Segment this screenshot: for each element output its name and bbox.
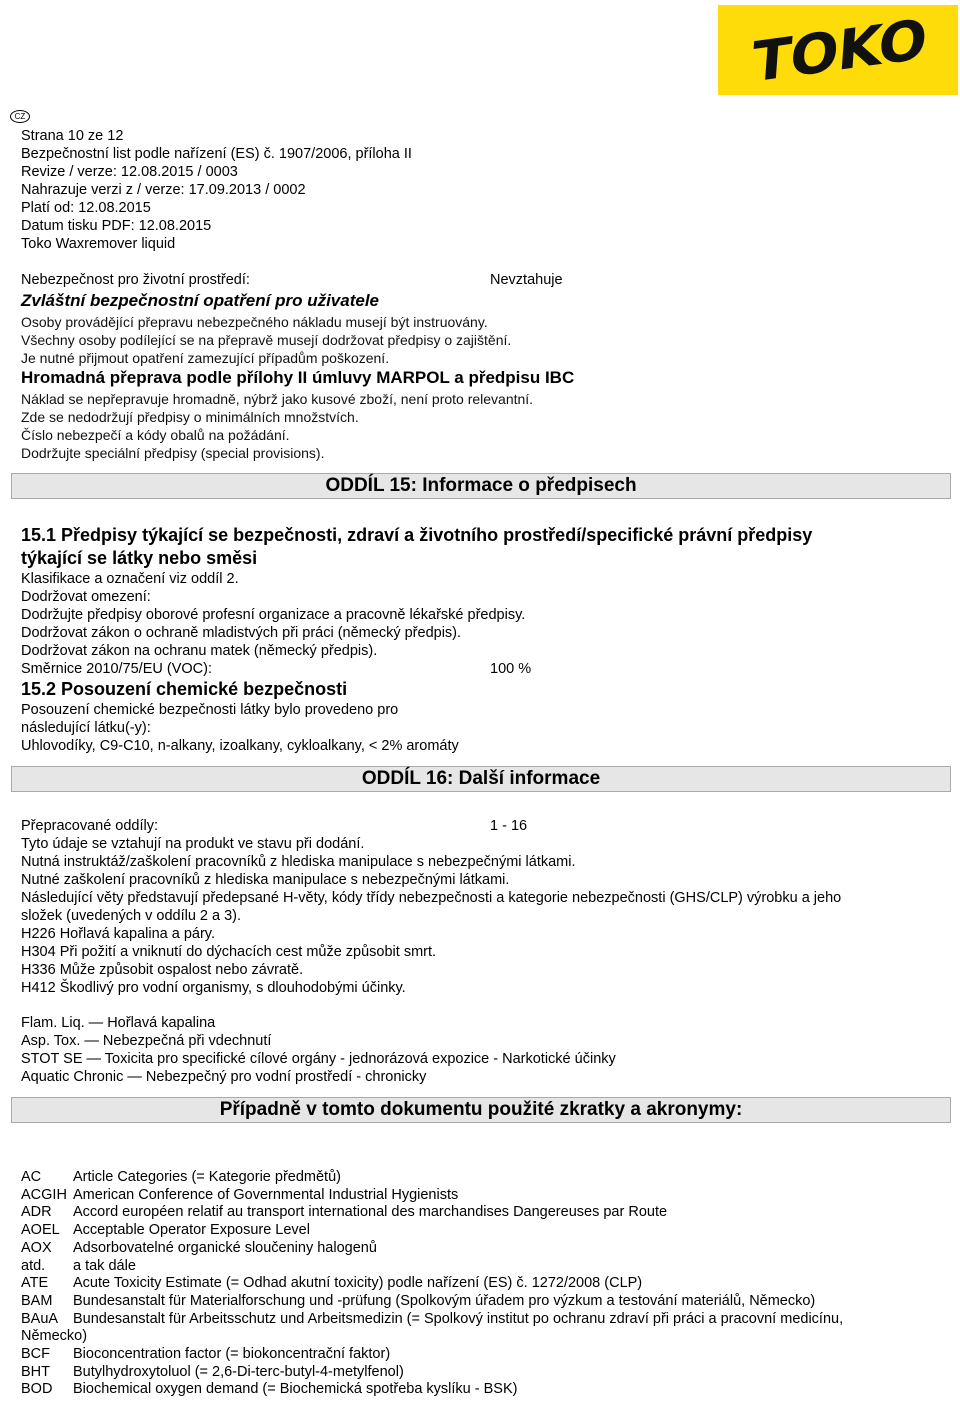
abbr-code: atd. [21, 1257, 46, 1274]
abbr-text: a tak dále [73, 1257, 136, 1274]
abbr-text: Butylhydroxytoluol (= 2,6-Di-terc-butyl-4-metylfenol) [73, 1363, 404, 1380]
h-statement: H412 Škodlivý pro vodní organismy, s dlouhodobými účinky. [21, 980, 406, 996]
s152-title: 15.2 Posouzení chemické bezpečnosti [21, 679, 348, 699]
hazard-class: Asp. Tox. — Nebezpečná při vdechnutí [21, 1033, 272, 1049]
abbreviation-row [21, 1346, 941, 1364]
valid-from: Platí od: 12.08.2015 [21, 200, 151, 216]
abbr-text: Adsorbovatelné organické sloučeniny halogenů [73, 1239, 377, 1256]
abbr-text: Article Categories (= Kategorie předmětů) [73, 1169, 341, 1185]
logo-text: TOKO [749, 7, 929, 96]
section-15-bar [11, 473, 951, 499]
hazard-class: Flam. Liq. — Hořlavá kapalina [21, 1015, 216, 1031]
abbreviation-row [21, 1169, 941, 1187]
s15-line: Dodržovat zákon na ochranu matek (německý předpis). [21, 643, 378, 659]
abbreviation-row-cont [21, 1328, 941, 1346]
s151-title-cont: týkající se látky nebo směsi [21, 548, 258, 568]
abbr-code: ADR [21, 1204, 52, 1221]
s152-line: Uhlovodíky, C9-C10, n-alkany, izoalkany, cykloalkany, < 2% aromáty [21, 738, 459, 754]
abbr-code: BOD [21, 1381, 53, 1398]
toko-logo [718, 5, 958, 95]
page-number: Strana 10 ze 12 [21, 128, 124, 144]
voc-value: 100 % [490, 661, 532, 677]
abbreviation-row [21, 1311, 941, 1329]
s16-line: Tyto údaje se vztahují na produkt ve stavu při dodání. [21, 836, 365, 852]
regulation: Bezpečnostní list podle nařízení (ES) č. 1907/2006, příloha II [21, 146, 412, 162]
env-hazard-label: Nebezpečnost pro životní prostředí: [21, 272, 250, 288]
abbr-text: Bundesanstalt für Materialforschung und -prüfung (Spolkovým úřadem pro výzkum a testování materiálů, Německo) [73, 1292, 816, 1309]
abbreviation-row [21, 1381, 941, 1399]
abbr-text: Německo) [21, 1328, 88, 1345]
s15-line: Dodržovat omezení: [21, 589, 151, 605]
hazard-class: Aquatic Chronic — Nebezpečný pro vodní prostředí - chronicky [21, 1069, 427, 1085]
revised-value: 1 - 16 [490, 818, 528, 834]
abbr-code: ATE [21, 1275, 49, 1292]
replaces-version: Nahrazuje verzi z / verze: 17.09.2013 / 0002 [21, 182, 306, 198]
abbreviations-title: Případně v tomto dokumentu použité zkratky a akronymy: [219, 1099, 743, 1120]
abbreviation-list [21, 1169, 941, 1399]
abbreviation-row [21, 1204, 941, 1222]
product-name: Toko Waxremover liquid [21, 236, 176, 252]
h-statement: H304 Při požití a vniknutí do dýchacích cest může způsobit smrt. [21, 944, 437, 960]
marpol-line: Zde se nedodržují předpisy o minimálních množstvích. [21, 409, 359, 425]
print-date: Datum tisku PDF: 12.08.2015 [21, 218, 212, 234]
abbr-text: Biochemical oxygen demand (= Biochemická spotřeba kyslíku - BSK) [73, 1381, 518, 1398]
abbr-code: AC [21, 1169, 42, 1185]
marpol-line: Číslo nebezpečí a kódy obalů na požádání. [21, 427, 290, 443]
section-15-title: ODDÍL 15: Informace o předpisech [325, 475, 637, 496]
section-16-bar [11, 766, 951, 792]
revised-label: Přepracované oddíly: [21, 818, 159, 834]
abbr-code: AOX [21, 1239, 52, 1256]
s16-line: Následující věty představují předepsané H-věty, kódy třídy nebezpečnosti a kategorie nebezpečnosti (GHS/CLP) výrobku a jeho [21, 890, 842, 906]
abbreviation-row [21, 1222, 941, 1240]
revision: Revize / verze: 12.08.2015 / 0003 [21, 164, 238, 180]
voc-label: Směrnice 2010/75/EU (VOC): [21, 661, 212, 677]
s151-title: 15.1 Předpisy týkající se bezpečnosti, zdraví a životního prostředí/specifické právní předpisy [21, 525, 813, 545]
abbr-code: ACGIH [21, 1186, 67, 1203]
precaution-line: Je nutné přijmout opatření zamezující případům poškození. [21, 350, 390, 366]
abbr-code: AOEL [21, 1222, 60, 1239]
precaution-line: Osoby provádějící přepravu nebezpečného nákladu musejí být instruovány. [21, 314, 488, 330]
abbreviation-row [21, 1187, 941, 1205]
s152-line: Posouzení chemické bezpečnosti látky bylo provedeno pro [21, 702, 399, 718]
abbr-text: Acceptable Operator Exposure Level [73, 1222, 310, 1239]
abbreviation-row [21, 1275, 941, 1293]
abbr-text: American Conference of Governmental Industrial Hygienists [73, 1186, 459, 1203]
precaution-line: Všechny osoby podílející se na přepravě musejí dodržovat předpisy o zajištění. [21, 332, 512, 348]
abbreviations-bar [11, 1097, 951, 1123]
abbreviation-row [21, 1293, 941, 1311]
s15-line: Dodržovat zákon o ochraně mladistvých při práci (německý předpis). [21, 625, 462, 641]
abbr-text: Bioconcentration factor (= biokoncentrační faktor) [73, 1346, 391, 1363]
document-header [21, 127, 412, 253]
h-statement: H226 Hořlavá kapalina a páry. [21, 926, 215, 942]
marpol-line: Náklad se nepřepravuje hromadně, nýbrž jako kusové zboží, není proto relevantní. [21, 391, 534, 407]
s16-line: složek (uvedených v oddílu 2 a 3). [21, 908, 242, 924]
s15-line: Dodržujte předpisy oborové profesní organizace a pracovně lékařské předpisy. [21, 607, 526, 623]
marpol-title: Hromadná přeprava podle přílohy II úmluvy MARPOL a předpisu IBC [21, 368, 575, 387]
abbr-code: BAuA [21, 1310, 59, 1327]
language-badge: CZ [10, 110, 30, 123]
env-hazard-value: Nevztahuje [490, 272, 563, 288]
abbr-text: Accord européen relatif au transport international des marchandises Dangereuses par Route [73, 1204, 668, 1221]
s15-line: Klasifikace a označení viz oddíl 2. [21, 571, 239, 587]
s152-line: následující látku(-y): [21, 720, 151, 736]
precautions-title: Zvláštní bezpečnostní opatření pro uživatele [21, 291, 380, 310]
abbr-code: BHT [21, 1363, 50, 1380]
hazard-class: STOT SE — Toxicita pro specifické cílové orgány - jednorázová expozice - Narkotické účinky [21, 1051, 616, 1067]
s16-line: Nutné zaškolení pracovníků z hlediska manipulace s nebezpečnými látkami. [21, 872, 510, 888]
abbr-text: Bundesanstalt für Arbeitsschutz und Arbeitsmedizin (= Spolkový institut po ochranu zdraví při práci a pracovní medicínu, [73, 1310, 844, 1327]
s16-line: Nutná instruktáž/zaškolení pracovníků z hlediska manipulace s nebezpečnými látkami. [21, 854, 576, 870]
abbreviation-row [21, 1364, 941, 1382]
marpol-line: Dodržujte speciální předpisy (special provisions). [21, 445, 325, 461]
abbreviation-row [21, 1240, 941, 1258]
abbreviation-row [21, 1258, 941, 1276]
abbr-code: BAM [21, 1292, 53, 1309]
abbr-text: Acute Toxicity Estimate (= Odhad akutní toxicity) podle nařízení (ES) č. 1272/2008 (CLP) [73, 1275, 643, 1292]
section-16-title: ODDÍL 16: Další informace [361, 768, 601, 789]
h-statement: H336 Může způsobit ospalost nebo závratě. [21, 962, 304, 978]
abbr-code: BCF [21, 1346, 50, 1363]
